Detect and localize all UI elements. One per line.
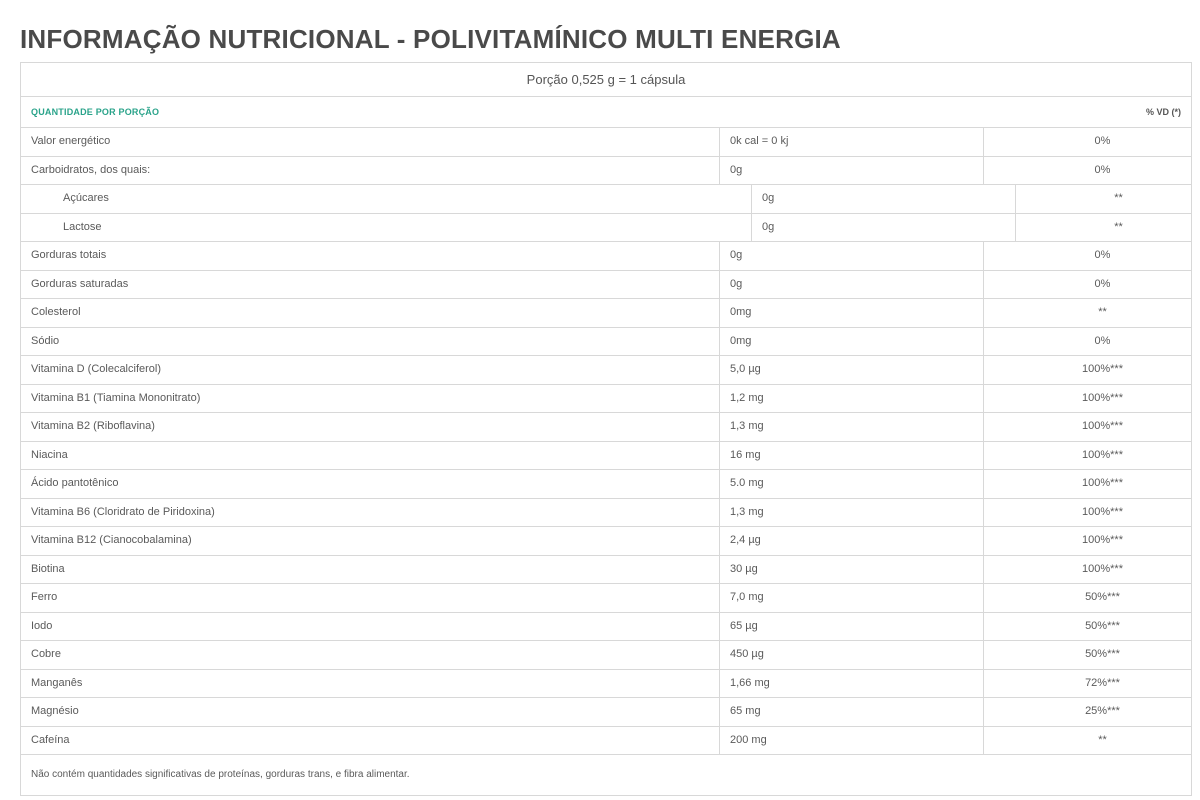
nutrient-daily-value: 0% — [1094, 334, 1111, 347]
nutrient-name: Sódio — [21, 328, 720, 356]
table-row — [21, 442, 1191, 471]
table-row — [21, 499, 1191, 528]
serving-size: Porção 0,525 g = 1 cápsula — [21, 63, 1191, 97]
nutrient-daily-value: ** — [1098, 733, 1107, 746]
nutrient-name: Cobre — [21, 641, 720, 669]
table-row — [21, 727, 1191, 756]
nutrient-name: Lactose — [21, 214, 752, 242]
nutrient-amount: 0k cal = 0 kj — [720, 128, 984, 156]
table-row — [21, 328, 1191, 357]
table-row — [21, 271, 1191, 300]
nutrient-amount: 5,0 µg — [720, 356, 984, 384]
nutrient-name: Açúcares — [21, 185, 752, 213]
nutrient-name: Vitamina B12 (Cianocobalamina) — [21, 527, 720, 555]
nutrient-amount: 1,2 mg — [720, 385, 984, 413]
nutrient-name: Carboidratos, dos quais: — [21, 157, 720, 185]
nutrient-name: Ácido pantotênico — [21, 470, 720, 498]
table-row — [21, 299, 1191, 328]
nutrient-amount: 0g — [720, 242, 984, 270]
table-row — [21, 670, 1191, 699]
nutrient-amount: 0mg — [720, 328, 984, 356]
table-row — [21, 157, 1191, 186]
nutrient-name: Biotina — [21, 556, 720, 584]
nutrient-daily-value: 100%*** — [1082, 534, 1123, 546]
nutrient-daily-value: 100%*** — [1082, 420, 1123, 432]
table-row — [21, 527, 1191, 556]
nutrient-daily-value: ** — [1098, 306, 1107, 318]
table-row — [21, 242, 1191, 271]
nutrient-name: Vitamina B6 (Cloridrato de Piridoxina) — [21, 499, 720, 527]
nutrient-daily-value: 0% — [1094, 249, 1111, 261]
nutrient-daily-value: 0% — [1094, 163, 1111, 176]
nutrient-name: Colesterol — [21, 299, 720, 327]
nutrition-table — [20, 62, 1192, 796]
quantity-per-serving-label: QUANTIDADE POR PORÇÃO — [31, 107, 160, 117]
nutrient-name: Magnésio — [21, 698, 720, 726]
nutrient-name: Cafeína — [21, 727, 720, 755]
nutrient-daily-value: 50%*** — [1085, 648, 1120, 660]
nutrient-amount: 0g — [752, 185, 1016, 213]
nutrient-amount: 200 mg — [720, 727, 984, 755]
nutrient-name: Vitamina B1 (Tiamina Mononitrato) — [21, 385, 720, 413]
nutrient-amount: 0g — [720, 157, 984, 185]
table-row — [21, 584, 1191, 613]
nutrient-amount: 16 mg — [720, 442, 984, 470]
nutrient-daily-value: 50%*** — [1085, 591, 1120, 603]
table-row — [21, 185, 1191, 214]
table-row — [21, 641, 1191, 670]
table-row — [21, 613, 1191, 642]
nutrient-daily-value: 0% — [1094, 277, 1111, 290]
nutrient-amount: 65 µg — [720, 613, 984, 641]
nutrient-daily-value: 100%*** — [1082, 477, 1123, 489]
nutrient-amount: 7,0 mg — [720, 584, 984, 612]
nutrient-amount: 0g — [720, 271, 984, 299]
nutrient-name: Gorduras saturadas — [21, 271, 720, 299]
table-row — [21, 128, 1191, 157]
nutrient-amount: 0g — [752, 214, 1016, 242]
footnote: Não contém quantidades significativas de proteínas, gorduras trans, e fibra alimentar. — [21, 755, 1191, 796]
nutrient-amount: 450 µg — [720, 641, 984, 669]
nutrient-daily-value: 72%*** — [1085, 676, 1120, 689]
table-row — [21, 698, 1191, 727]
nutrient-amount: 5.0 mg — [720, 470, 984, 498]
nutrient-amount: 0mg — [720, 299, 984, 327]
nutrient-amount: 2,4 µg — [720, 527, 984, 555]
nutrient-daily-value: ** — [1114, 192, 1123, 204]
nutrient-name: Niacina — [21, 442, 720, 470]
table-row — [21, 413, 1191, 442]
table-row — [21, 470, 1191, 499]
nutrient-name: Vitamina B2 (Riboflavina) — [21, 413, 720, 441]
nutrient-amount: 1,3 mg — [720, 499, 984, 527]
nutrient-daily-value: 100%*** — [1082, 505, 1123, 518]
table-row — [21, 556, 1191, 585]
nutrient-rows — [21, 128, 1191, 755]
nutrient-daily-value: 25%*** — [1085, 705, 1120, 717]
nutrient-name: Manganês — [21, 670, 720, 698]
nutrient-daily-value: 100%*** — [1082, 448, 1123, 461]
nutrient-name: Valor energético — [21, 128, 720, 156]
table-row — [21, 356, 1191, 385]
nutrient-daily-value: 100%*** — [1082, 391, 1123, 404]
nutrient-amount: 1,3 mg — [720, 413, 984, 441]
daily-value-label: % VD (*) — [1145, 107, 1181, 117]
nutrient-name: Iodo — [21, 613, 720, 641]
page-title: INFORMAÇÃO NUTRICIONAL - POLIVITAMÍNICO MULTI ENERGIA — [20, 24, 841, 54]
nutrient-amount: 30 µg — [720, 556, 984, 584]
nutrient-name: Ferro — [21, 584, 720, 612]
nutrient-name: Gorduras totais — [21, 242, 720, 270]
nutrient-name: Vitamina D (Colecalciferol) — [21, 356, 720, 384]
table-header — [21, 97, 1191, 128]
nutrient-daily-value: 100%*** — [1082, 363, 1123, 375]
nutrient-daily-value: 50%*** — [1085, 619, 1120, 632]
nutrient-amount: 65 mg — [720, 698, 984, 726]
table-row — [21, 214, 1191, 243]
nutrient-daily-value: ** — [1114, 220, 1123, 233]
nutrient-amount: 1,66 mg — [720, 670, 984, 698]
table-row — [21, 385, 1191, 414]
nutrient-daily-value: 100%*** — [1082, 562, 1123, 575]
nutrient-daily-value: 0% — [1094, 135, 1111, 147]
